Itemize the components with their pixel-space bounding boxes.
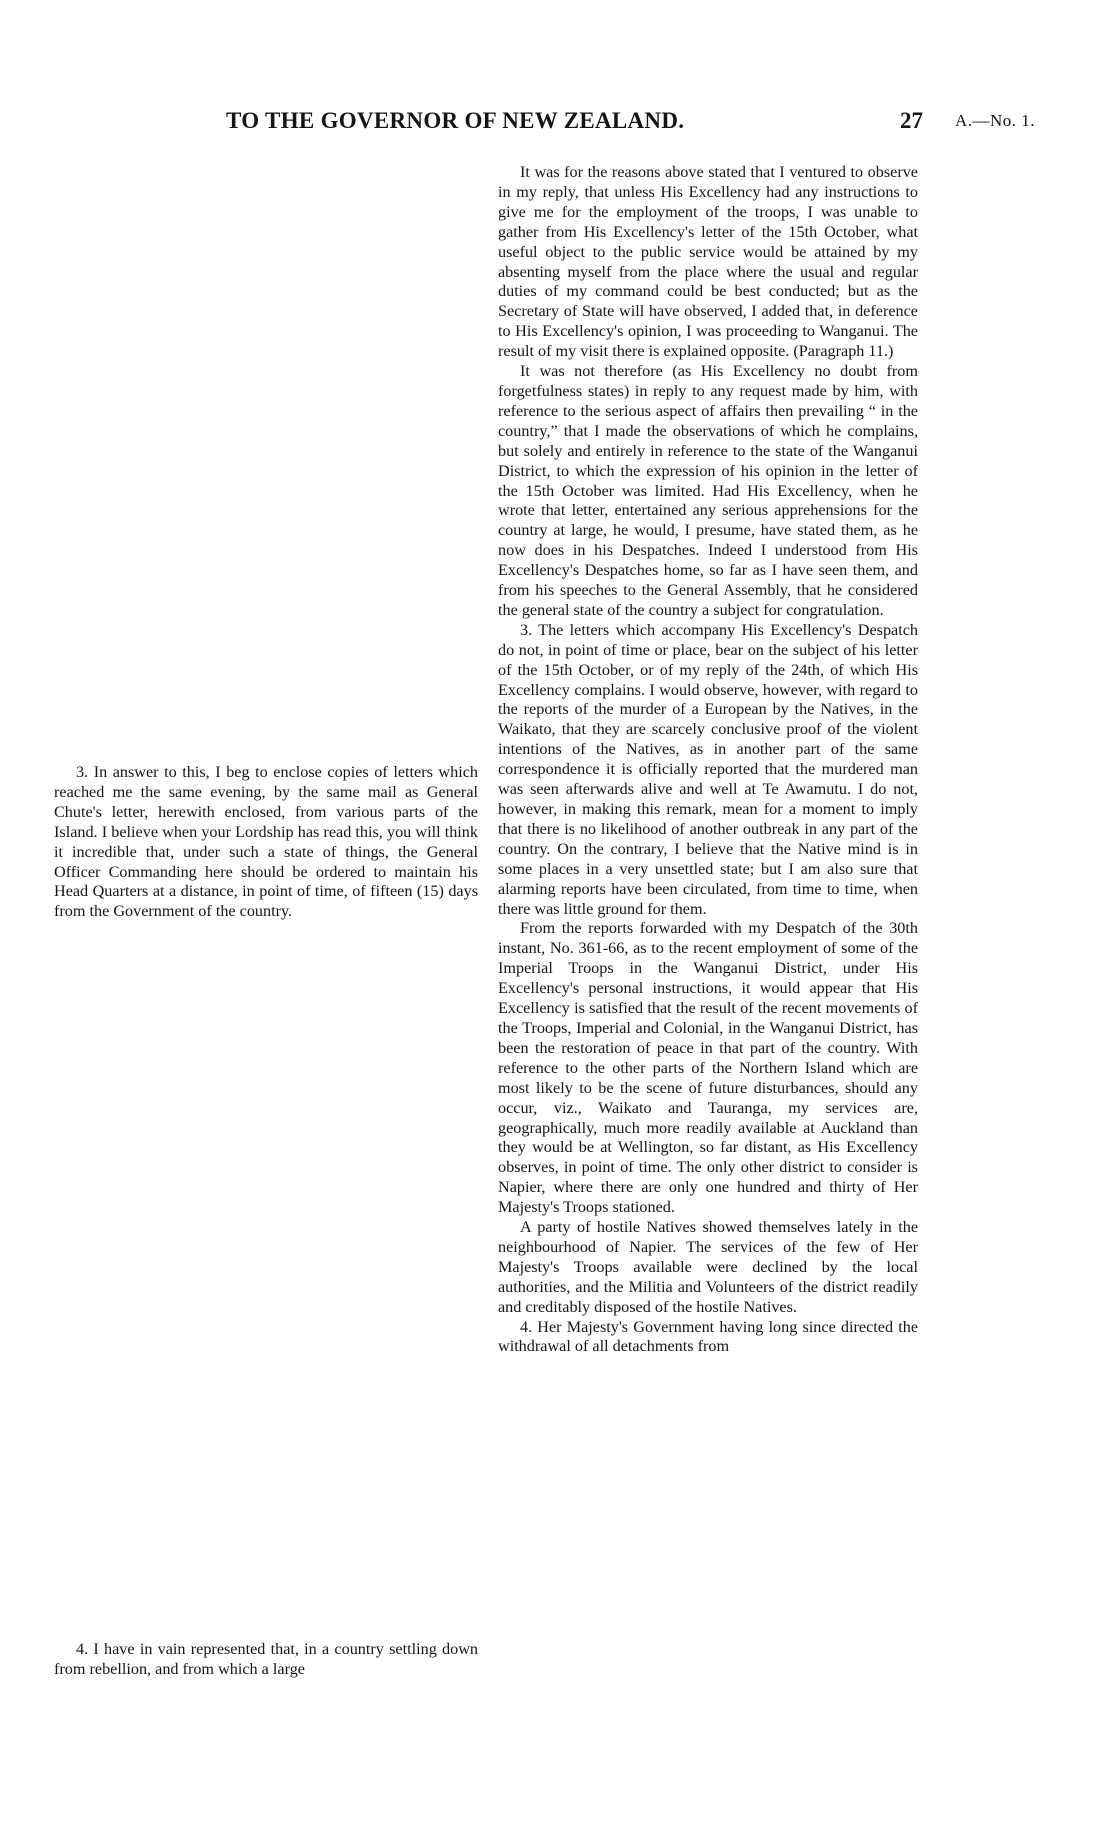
- right-paragraph: A party of hostile Natives showed themselves lately in the neighbourhood of Napier. The services of the few of Her Majesty's Troops available were declined by the local authorities, and the Militia and Volunteers of the district readily and creditably disposed of the hostile Natives.: [498, 1218, 918, 1316]
- page-header: [0, 108, 1114, 142]
- page-number: 27: [900, 108, 923, 133]
- left-column-para-4: [54, 1640, 478, 1680]
- right-paragraph: It was for the reasons above stated that I ventured to observe in my reply, that unless His Excellency had any instructions to give me for the employment of the troops, I was unable to gather from His Excellency's letter of the 15th October, what useful object to the public service would be attained by my absenting myself from the place where the usual and regular duties of my command could be best conducted; but as the Secretary of State will have observed, I added that, in deference to His Excellency's opinion, I was proceeding to Wanganui. The result of my visit there is explained opposite. (Paragraph 11.): [498, 163, 918, 361]
- right-paragraph: 3. The letters which accompany His Excellency's Despatch do not, in point of time or place, bear on the subject of his letter of the 15th October, or of my reply of the 24th, of which His Excellency complains. I would observe, however, with regard to the reports of the murder of a European by the Natives, in the Waikato, that they are scarcely conclusive proof of the violent intentions of the Natives, as in another part of the same correspondence it is officially reported that the murdered man was seen afterwards alive and well at Te Awamutu. I do not, however, in making this remark, mean for a moment to imply that there is no likelihood of another outbreak in any part of the country. On the contrary, I believe that the Native mind is in some places in a very unsettled state; but I am also sure that alarming reports have been circulated, from time to time, when there was little ground for them.: [498, 620, 918, 918]
- right-column: [498, 163, 918, 1357]
- right-paragraph: From the reports forwarded with my Despatch of the 30th instant, No. 361-66, as to the recent employment of some of the Imperial Troops in the Wanganui District, under His Excellency's personal instructions, it would appear that His Excellency is satisfied that the result of the recent movements of the Troops, Imperial and Colonial, in the Wanganui District, has been the restoration of peace in that part of the country. With reference to the other parts of the Northern Island which are most likely to be the scene of future disturbances, should any occur, viz., Waikato and Tauranga, my services are, geographically, much more readily available at Auckland than they would be at Wellington, so far distant, as His Excellency observes, in point of time. The only other district to consider is Napier, where there are only one hundred and thirty of Her Majesty's Troops stationed.: [498, 919, 918, 1217]
- left-paragraph-4: 4. I have in vain represented that, in a country settling down from rebellion, and from which a large: [54, 1640, 478, 1678]
- left-paragraph-3: 3. In answer to this, I beg to enclose copies of letters which reached me the same evening, by the same mail as General Chute's letter, herewith enclosed, from various parts of the Island. I believe when your Lordship has read this, you will think it incredible that, under such a state of things, the General Officer Commanding here should be ordered to maintain his Head Quarters at a distance, in point of time, of fifteen (15) days from the Government of the country.: [54, 763, 478, 921]
- right-paragraph: 4. Her Majesty's Government having long since directed the withdrawal of all detachments from: [498, 1317, 918, 1356]
- left-column-para-3: [54, 763, 478, 922]
- right-paragraph: It was not therefore (as His Excellency no doubt from forgetfulness states) in reply to any request made by him, with reference to the serious aspect of affairs then prevailing “ in the country,” that I made the observations of which he complains, but solely and entirely in reference to the state of the Wanganui District, to which the expression of his opinion in the letter of the 15th October was limited. Had His Excellency, when he wrote that letter, entertained any serious apprehensions for the country at large, he would, I presume, have stated them, as he now does in his Despatches. Indeed I understood from His Excellency's Despatches home, so far as I have seen them, and from his speeches to the General Assembly, that he considered the general state of the country a subject for congratulation.: [498, 362, 918, 619]
- running-title: TO THE GOVERNOR OF NEW ZEALAND.: [226, 108, 685, 133]
- paper-reference: A.—No. 1.: [955, 111, 1036, 130]
